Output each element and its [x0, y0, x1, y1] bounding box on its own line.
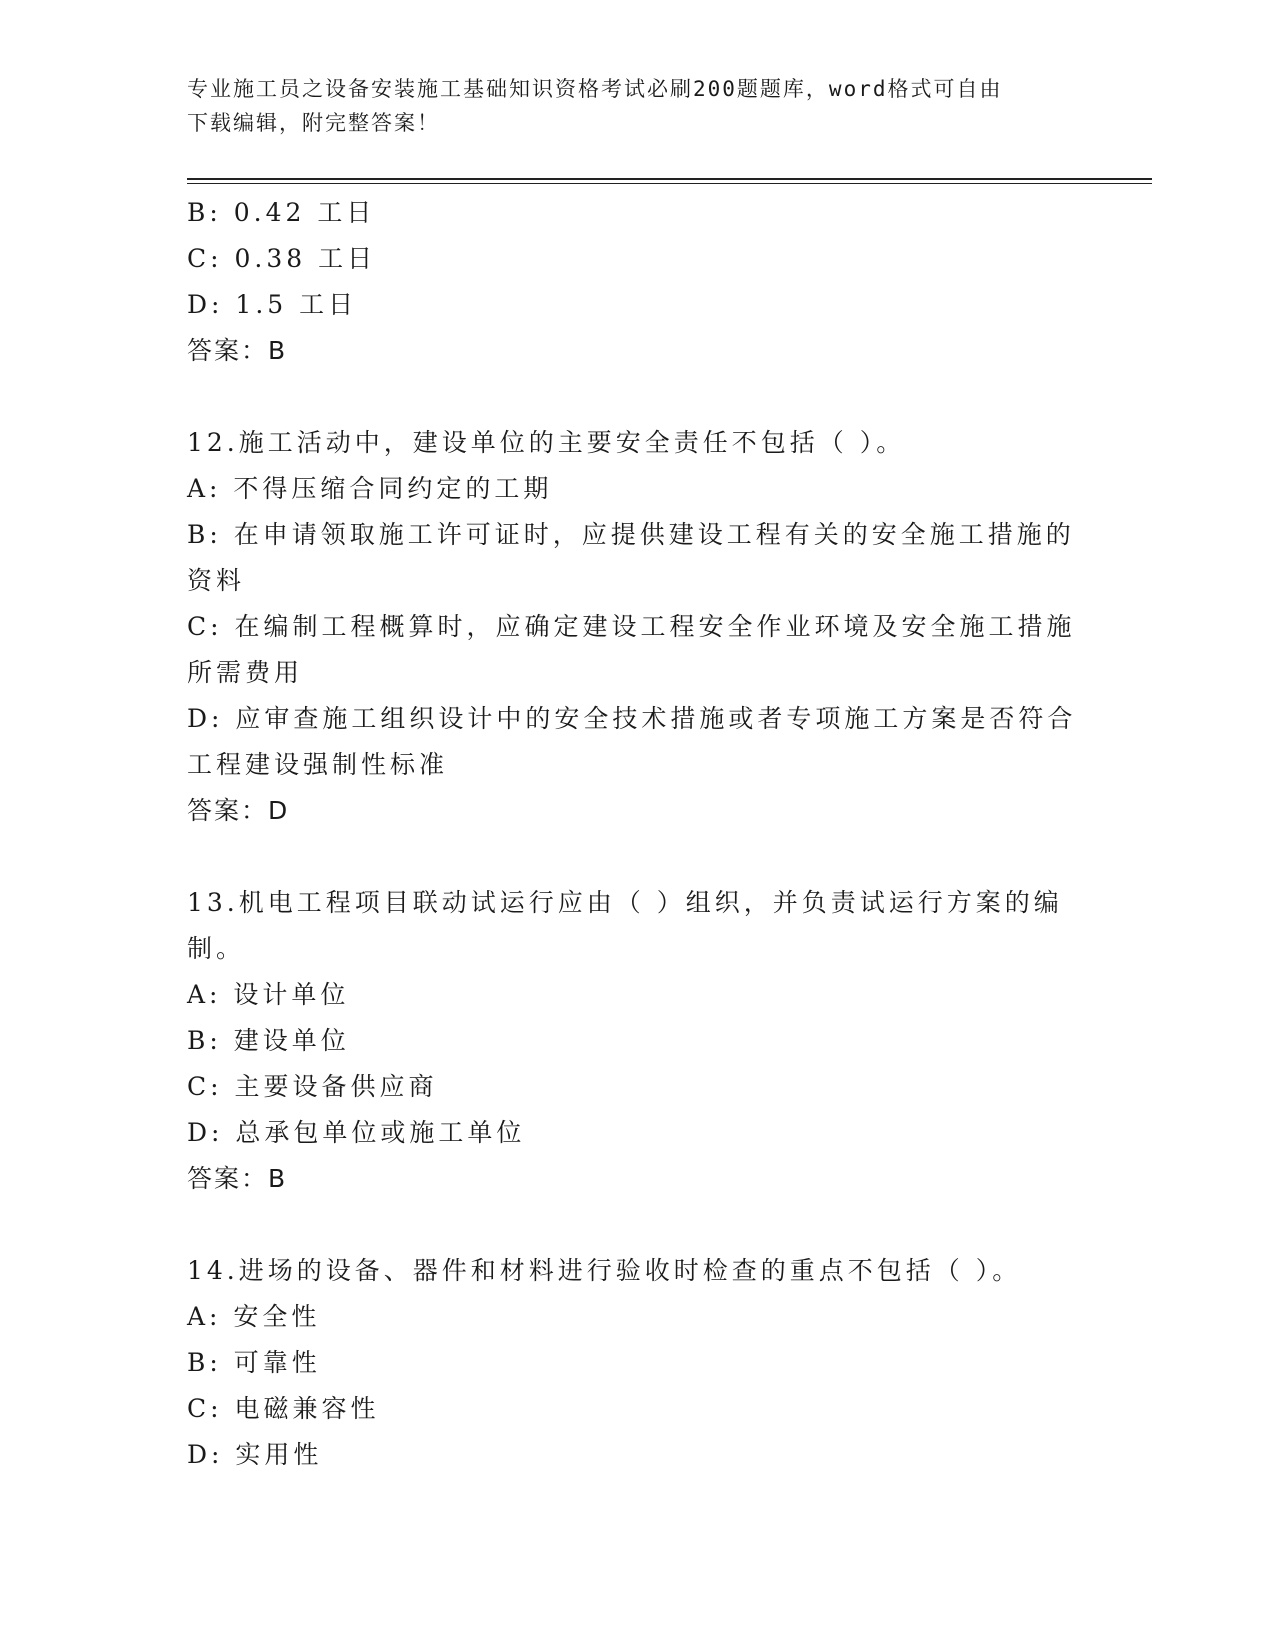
option-b: B: 可靠性	[187, 1348, 321, 1377]
option-c-line-2: 所需费用	[187, 658, 304, 687]
header-divider-thin	[187, 183, 1152, 184]
header-title-line-2: 下载编辑，附完整答案！	[187, 111, 440, 135]
option-d-line-2: 工程建设强制性标准	[187, 750, 449, 779]
option-d: D: 实用性	[187, 1440, 323, 1469]
option-b: B: 0.42 工日	[187, 198, 376, 227]
question-stem: 14.进场的设备、器件和材料进行验收时检查的重点不包括（ ）。	[187, 1256, 1022, 1285]
document-header	[187, 72, 1087, 140]
option-a: A: 设计单位	[187, 980, 350, 1009]
option-c: C: 主要设备供应商	[187, 1072, 438, 1101]
answer: 答案：B	[187, 1164, 288, 1193]
question-content	[187, 190, 1087, 1478]
option-c-line-1: C: 在编制工程概算时，应确定建设工程安全作业环境及安全施工措施	[187, 612, 1076, 641]
question-12	[187, 420, 1087, 834]
option-b-line-1: B: 在申请领取施工许可证时，应提供建设工程有关的安全施工措施的	[187, 520, 1075, 549]
option-a: A: 不得压缩合同约定的工期	[187, 474, 553, 503]
option-d: D: 1.5 工日	[187, 290, 358, 319]
header-divider-thick	[187, 178, 1152, 180]
answer: 答案：B	[187, 336, 288, 365]
option-a: A: 安全性	[187, 1302, 321, 1331]
option-b: B: 建设单位	[187, 1026, 350, 1055]
option-b-line-2: 资料	[187, 566, 246, 595]
question-stem-line-1: 13.机电工程项目联动试运行应由（ ）组织，并负责试运行方案的编	[187, 888, 1063, 917]
question-13	[187, 880, 1087, 1202]
answer: 答案：D	[187, 796, 290, 825]
spacer	[187, 834, 1087, 880]
question-stem-line-2: 制。	[187, 934, 246, 963]
spacer	[187, 1202, 1087, 1248]
header-title-line-1: 专业施工员之设备安装施工基础知识资格考试必刷200题题库，word格式可自由	[187, 77, 1003, 101]
question-14	[187, 1248, 1087, 1478]
spacer	[187, 374, 1087, 420]
option-d-line-1: D: 应审查施工组织设计中的安全技术措施或者专项施工方案是否符合	[187, 704, 1077, 733]
option-d: D: 总承包单位或施工单位	[187, 1118, 526, 1147]
option-c: C: 0.38 工日	[187, 244, 377, 273]
question-11-continued	[187, 190, 1087, 374]
question-stem: 12.施工活动中，建设单位的主要安全责任不包括（ ）。	[187, 428, 906, 457]
option-c: C: 电磁兼容性	[187, 1394, 380, 1423]
